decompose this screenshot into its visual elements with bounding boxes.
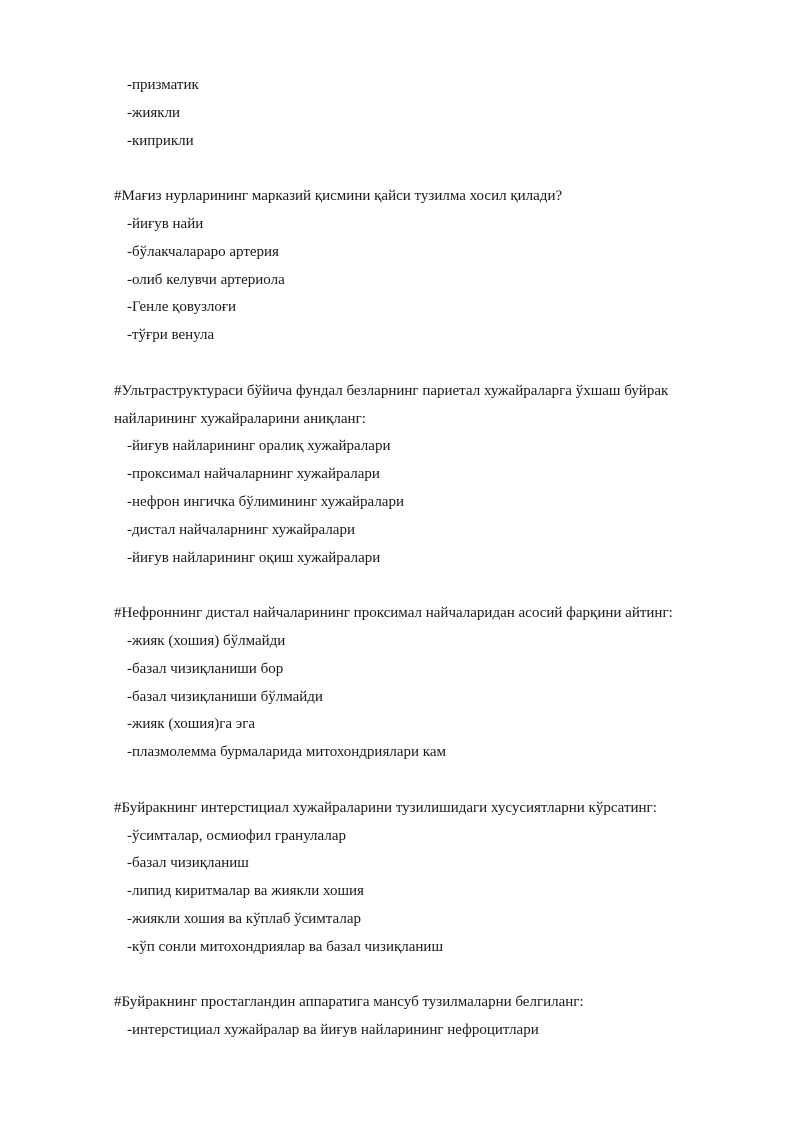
blank-line bbox=[114, 962, 734, 990]
answer-option: -нефрон ингичка бўлимининг хужайралари bbox=[127, 493, 404, 510]
blank-line bbox=[114, 767, 734, 795]
question-text: #Ультраструктураси бўйича фундал безларнинг париетал хужайраларга ўхшаш буйрак найларининг хужайраларини аниқланг: bbox=[114, 382, 669, 427]
blank-line bbox=[114, 155, 734, 183]
answer-option: -Генле қовузлоғи bbox=[127, 299, 237, 316]
blank-line bbox=[114, 350, 734, 378]
question-block bbox=[114, 989, 734, 1045]
answer-option: -проксимал найчаларнинг хужайралари bbox=[127, 466, 380, 483]
answer-option: -тўғри венула bbox=[127, 327, 215, 344]
answer-option: -базал чизиқланиш bbox=[127, 855, 249, 872]
lead-options bbox=[114, 72, 734, 155]
question-text: #Мағиз нурларининг марказий қисмини қайси тузилма хосил қилади? bbox=[114, 188, 563, 205]
question-text: #Буйракнинг простагландин аппаратига мансуб тузилмаларни белгиланг: bbox=[114, 994, 584, 1011]
blank-line bbox=[114, 572, 734, 600]
answer-option: -ўсимталар, осмиофил гранулалар bbox=[127, 827, 346, 844]
answer-option: -киприкли bbox=[127, 132, 194, 149]
answer-option: -липид киритмалар ва жиякли хошия bbox=[127, 883, 364, 900]
answer-option: -базал чизиқланиши бўлмайди bbox=[127, 688, 323, 705]
answer-option: -жияк (хошия)га эга bbox=[127, 716, 256, 733]
answer-option: -кўп сонли митохондриялар ва базал чизиқланиш bbox=[127, 938, 444, 955]
answer-option: -базал чизиқланиши бор bbox=[127, 660, 284, 677]
answer-option: -олиб келувчи артериола bbox=[127, 271, 285, 288]
answer-option: -йиғув найларининг оқиш хужайралари bbox=[127, 549, 381, 566]
answer-option: -йиғув найларининг оралиқ хужайралари bbox=[127, 438, 391, 455]
answer-option: -дистал найчаларнинг хужайралари bbox=[127, 521, 355, 538]
question-block bbox=[114, 600, 734, 767]
answer-option: -жиякли хошия ва кўплаб ўсимталар bbox=[127, 910, 361, 927]
answer-option: -йиғув найи bbox=[127, 215, 204, 232]
question-block bbox=[114, 795, 734, 962]
answer-option: -бўлакчалараро артерия bbox=[127, 243, 279, 260]
answer-option: -жиякли bbox=[127, 104, 181, 121]
answer-option: -жияк (хошия) бўлмайди bbox=[127, 632, 286, 649]
answer-option: -призматик bbox=[127, 77, 199, 93]
answer-option: -интерстициал хужайралар ва йиғув найларининг нефроцитлари bbox=[127, 1022, 539, 1039]
question-text: #Нефроннинг дистал найчаларининг проксимал найчаларидан асосий фарқини айтинг: bbox=[114, 605, 673, 622]
document-content bbox=[114, 72, 734, 1045]
answer-option: -плазмолемма бурмаларида митохондриялари кам bbox=[127, 744, 446, 761]
question-text: #Буйракнинг интерстициал хужайраларини тузилишидаги хусусиятларни кўрсатинг: bbox=[114, 799, 657, 816]
question-block bbox=[114, 183, 734, 350]
question-block bbox=[114, 378, 734, 573]
